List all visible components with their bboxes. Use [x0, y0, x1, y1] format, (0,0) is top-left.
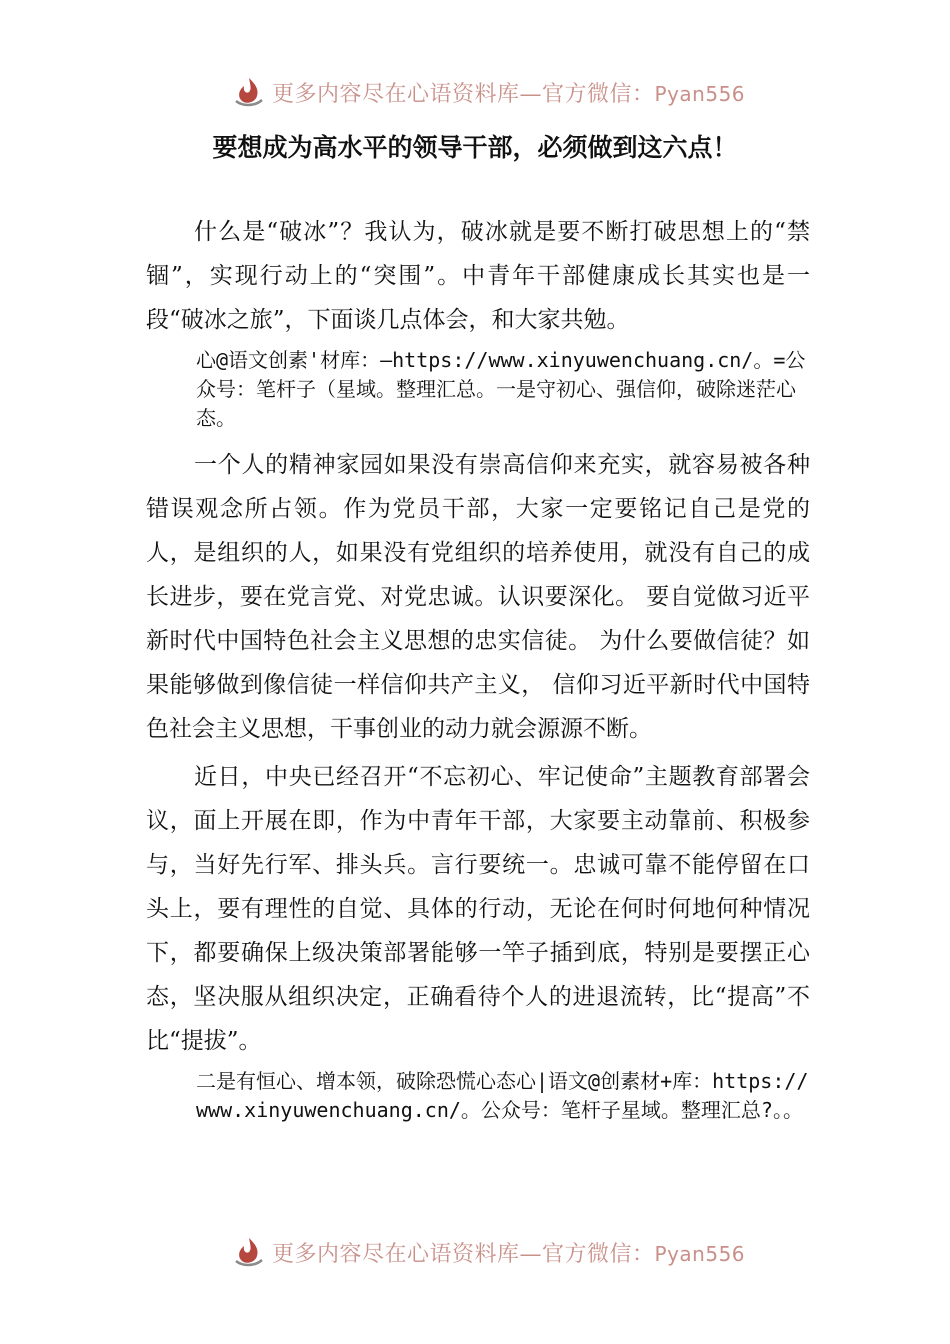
footer-banner-text: 更多内容尽在心语资料库—官方微信：Pyan556	[272, 1241, 746, 1267]
header-wechat-id: Pyan556	[654, 81, 746, 106]
watermark-note-2: 二是有恒心、增本领，破除恐慌心态心|语文@创素材+库：https://www.xinyuwenchuang.cn/。公众号：笔杆子星域。整理汇总?。。	[196, 1069, 809, 1122]
paragraph-faith: 一个人的精神家园如果没有崇高信仰来充实，就容易被各种错误观念所占领。作为党员干部，大家一定要铭记自己是党的人，是组织的人，如果没有党组织的培养使用，就没有自己的成长进步，要在党言党、对党忠诚。认识要深化。 要自觉做习近平新时代中国特色社会主义思想的忠实信徒。 为什么要做信徒？如果能够做到像信徒一样信仰共产主义， 信仰习近平新时代中国特色社会主义思想，干事创业的动力就会源源不断。	[146, 452, 810, 742]
flame-logo-icon	[232, 75, 266, 109]
footer-banner	[232, 1232, 745, 1272]
document-body	[146, 210, 810, 1125]
paragraph-intro: 什么是“破冰”？我认为，破冰就是要不断打破思想上的“禁锢”，实现行动上的“突围”。中青年干部健康成长其实也是一段“破冰之旅”，下面谈几点体会，和大家共勉。	[146, 219, 810, 333]
flame-logo-icon	[232, 1235, 266, 1269]
footer-wechat-id: Pyan556	[654, 1241, 746, 1266]
page-title: 要想成为高水平的领导干部，必须做到这六点！	[212, 133, 738, 162]
paragraph-action: 近日，中央已经召开“不忘初心、牢记使命”主题教育部署会议，面上开展在即，作为中青年干部，大家要主动靠前、积极参与，当好先行军、排头兵。言行要统一。忠诚可靠不能停留在口头上，要有理性的自觉、具体的行动，无论在何时何地何种情况下，都要确保上级决策部署能够一竿子插到底，特别是要摆正心态，坚决服从组织决定，正确看待个人的进退流转，比“提高”不比“提拔”。	[146, 764, 810, 1054]
watermark-note-1: 心@语文创素'材库：—https://www.xinyuwenchuang.cn/。=公众号：笔杆子（星域。整理汇总。一是守初心、强信仰，破除迷茫心态。	[196, 348, 806, 430]
header-banner	[232, 72, 745, 112]
header-banner-text: 更多内容尽在心语资料库—官方微信：Pyan556	[272, 81, 746, 107]
